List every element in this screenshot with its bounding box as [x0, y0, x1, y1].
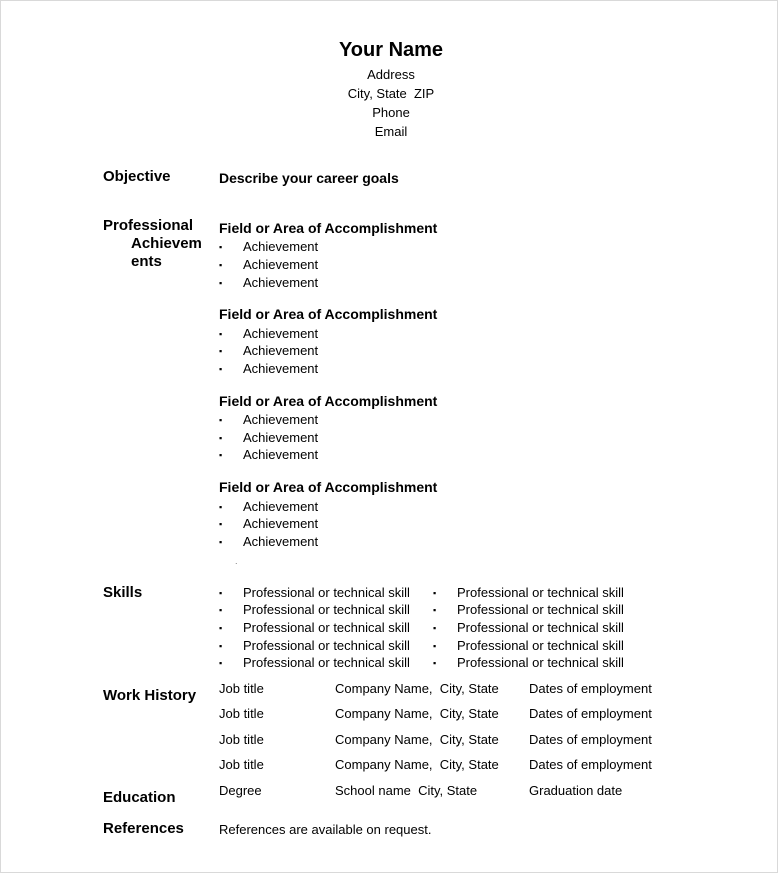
resume-page: Your Name Address City, State ZIP Phone Email Objective Describe your career goals Professional Achievem ents Field or Area of Accomplishment ▪ Achievement ▪ Achievement ▪ Achievement Field or Area of Accomplishment ▪ Achievement ▪ Achievement ▪ Achievement Field or Area of Accomplishment ▪ Achievement ▪ Achievement ▪ Achievement Field or Area of Accomplishment ▪ Achievement ▪ Achievement ▪ Achievement . Skills ▪ Professional or technical skill ▪ Professional or technical skill ▪ Professional or technical skill ▪ Professional or technical skill ▪ Professional or technical skill ▪ Professional or technical skill ▪ Professional or technical skill ▪ Professional or technical skill ▪ Professional or technical skill ▪ Professional or technical skill Work History Job title Company Name, City, State Dates of employment Job title Company Name, City, State Dates of employment Job title Company Name, City, State Dates of employment Job title Company Name, City, State Dates of employment Education Degree School name City, State Graduation date References References are available on request. [0, 0, 778, 873]
job-title: Job title [219, 706, 264, 721]
heading-line-1: Professional [103, 217, 194, 234]
bullet-icon: ▪ [219, 519, 223, 529]
graduation-date: Graduation date [529, 783, 623, 798]
bullet-icon: ▪ [219, 537, 223, 547]
resume-name: Your Name [338, 39, 444, 61]
bullet-icon: ▪ [433, 623, 437, 633]
objective-text: Describe your career goals [219, 170, 399, 186]
bullet-icon: ▪ [219, 329, 223, 339]
job-title: Job title [219, 732, 264, 747]
section-heading-work-history: Work History [103, 687, 197, 704]
degree: Degree [219, 783, 262, 798]
phone-line: Phone [372, 105, 410, 120]
job-title: Job title [219, 681, 264, 696]
employment-dates: Dates of employment [529, 681, 652, 696]
bullet-icon: ▪ [219, 502, 223, 512]
employment-dates: Dates of employment [529, 706, 652, 721]
references-text: References are available on request. [219, 822, 432, 837]
bullet-icon: ▪ [219, 346, 223, 356]
bullet-icon: ▪ [219, 278, 223, 288]
bullet-icon: ▪ [219, 260, 223, 270]
bullet-icon: ▪ [219, 605, 223, 615]
accomplishment-field-heading: Field or Area of Accomplishment [219, 306, 438, 322]
bullet-icon: ▪ [219, 588, 223, 598]
section-heading-objective: Objective [103, 168, 171, 185]
accomplishment-field-heading: Field or Area of Accomplishment [219, 479, 438, 495]
bullet-icon: ▪ [219, 415, 223, 425]
school-location: School name City, State [335, 783, 478, 798]
employment-dates: Dates of employment [529, 732, 652, 747]
bullet-icon: ▪ [433, 641, 437, 651]
section-heading-references: References [103, 820, 184, 837]
section-heading-skills: Skills [103, 584, 143, 601]
bullet-icon: ▪ [219, 641, 223, 651]
bullet-icon: ▪ [219, 364, 223, 374]
employment-dates: Dates of employment [529, 757, 652, 772]
address-line: Address [367, 67, 415, 82]
company-location: Company Name, City, State [335, 681, 499, 696]
company-location: Company Name, City, State [335, 706, 499, 721]
bullet-icon: ▪ [219, 450, 223, 460]
heading-line-3: ents [131, 253, 162, 270]
bullet-icon: ▪ [219, 433, 223, 443]
stray-mark: . [235, 556, 238, 566]
accomplishment-field-heading: Field or Area of Accomplishment [219, 393, 438, 409]
bullet-icon: ▪ [219, 658, 223, 668]
company-location: Company Name, City, State [335, 757, 499, 772]
bullet-icon: ▪ [433, 658, 437, 668]
city-state-zip-line: City, State ZIP [347, 86, 435, 101]
job-title: Job title [219, 757, 264, 772]
bullet-icon: ▪ [219, 623, 223, 633]
bullet-icon: ▪ [433, 588, 437, 598]
section-heading-education: Education [103, 789, 176, 806]
company-location: Company Name, City, State [335, 732, 499, 747]
heading-line-2: Achievem [131, 235, 202, 252]
section-heading-professional-achievements [103, 217, 202, 271]
accomplishment-field-heading: Field or Area of Accomplishment [219, 220, 438, 236]
bullet-icon: ▪ [219, 242, 223, 252]
bullet-icon: ▪ [433, 605, 437, 615]
email-line: Email [374, 124, 408, 139]
